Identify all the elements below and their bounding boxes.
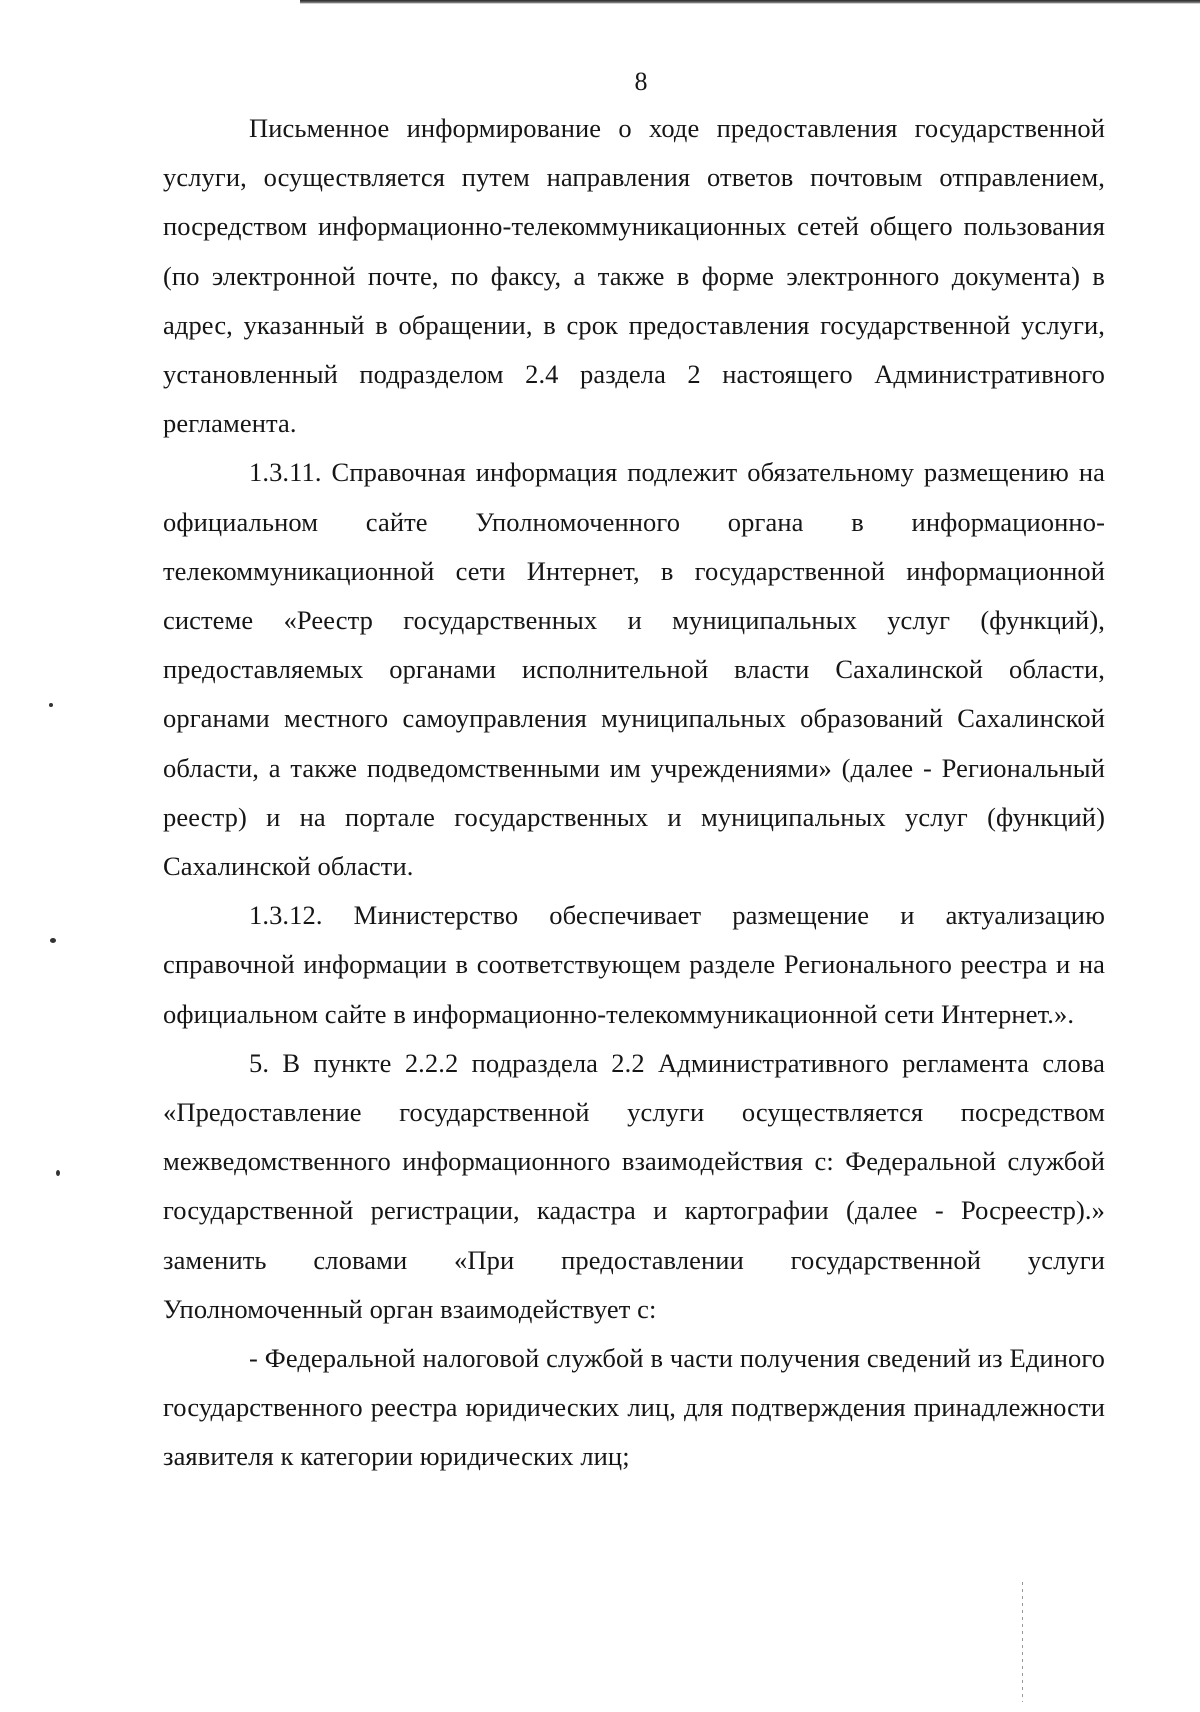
scan-artifact-line	[1022, 1582, 1023, 1702]
paragraph-tax-service: - Федеральной налоговой службой в части получения сведений из Единого государственного реестра юридических лиц, для подтверждения принадлежности заявителя к категории юридических лиц;	[163, 1343, 1105, 1472]
scan-edge	[300, 0, 1200, 4]
paragraph-item-5: 5. В пункте 2.2.2 подраздела 2.2 Административного регламента слова «Предоставление государственной услуги осуществляется посредством межведомственного информационного взаимодействия с: Федеральной службой государственной регистрации, кадастра и картографии (далее - Росреестр).» заменить словами «При предоставлении государственной услуги Уполномоченный орган взаимодействует с:	[163, 1047, 1105, 1324]
scan-speck	[50, 938, 56, 943]
paragraph-1-3-12: 1.3.12. Министерство обеспечивает размещение и актуализацию справочной информации в соответствующем разделе Регионального реестра и на официальном сайте в информационно-телекоммуникационной сети Интернет.».	[163, 900, 1105, 1029]
paragraph-1-3-11: 1.3.11. Справочная информация подлежит обязательному размещению на официальном сайте Уполномоченного органа в информационно-телекоммуникационной сети Интернет, в государственной информационной системе «Реестр государственных и муниципальных услуг (функций), предоставляемых органами исполнительной власти Сахалинской области, органами местного самоуправления муниципальных образований Сахалинской области, а также подведомственными им учреждениями» (далее - Региональный реестр) и на портале государственных и муниципальных услуг (функций) Сахалинской области.	[163, 457, 1105, 882]
scan-speck	[56, 1170, 60, 1176]
scan-speck	[49, 703, 53, 707]
paragraph-written-informing: Письменное информирование о ходе предоставления государственной услуги, осуществляется путем направления ответов почтовым отправлением, посредством информационно-телекоммуникационных сетей общего пользования (по электронной почте, по факсу, а также в форме электронного документа) в адрес, указанный в обращении, в срок предоставления государственной услуги, установленный подразделом 2.4 раздела 2 настоящего Административного регламента.	[163, 113, 1105, 439]
document-body	[163, 104, 1105, 1482]
document-page	[163, 64, 1105, 1482]
page-number: 8	[634, 67, 648, 96]
